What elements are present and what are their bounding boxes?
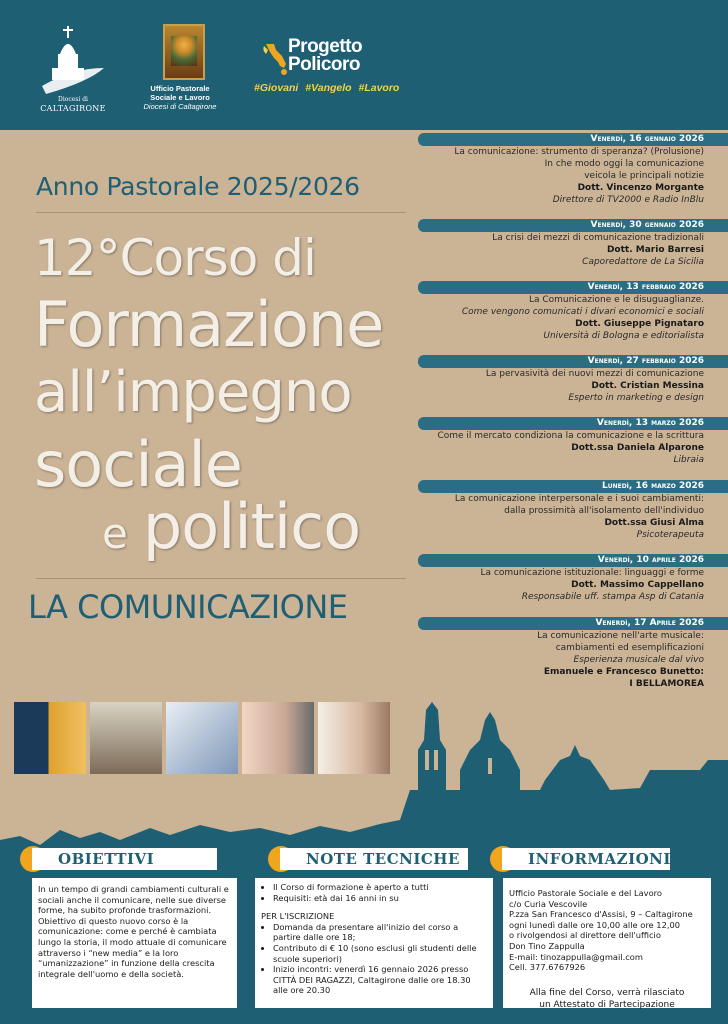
tag-giovani: #Giovani bbox=[254, 82, 299, 94]
schedule-line: La comunicazione nell'arte musicale: bbox=[537, 631, 704, 641]
schedule-item-2 bbox=[418, 219, 728, 268]
schedule-speaker: Dott.ssa Giusi Alma bbox=[604, 518, 704, 528]
policoro-tags bbox=[254, 82, 403, 94]
schedule-date: Venerdì, 16 gennaio 2026 bbox=[418, 133, 728, 146]
attestato-line2: un Attestato di Partecipazione bbox=[539, 999, 675, 1010]
diocesi-caption-small: Diocesi di bbox=[58, 96, 88, 103]
schedule-line: La comunicazione istituzionale: linguaggi e forme bbox=[480, 568, 704, 578]
info-heading: INFORMAZIONI bbox=[502, 848, 670, 870]
diocesi-caption-big: CALTAGIRONE bbox=[40, 104, 106, 113]
schedule-line: La comunicazione: strumento di speranza? (Prolusione) bbox=[454, 147, 704, 157]
schedule-item-6 bbox=[418, 480, 728, 541]
photo-strip bbox=[14, 702, 392, 774]
schedule-item-4 bbox=[418, 355, 728, 404]
schedule-item-3 bbox=[418, 281, 728, 342]
info-line: ogni lunedì dalle ore 10,00 alle ore 12,00 bbox=[509, 919, 681, 930]
info-line: P.zza San Francesco d'Assisi, 9 – Caltagirone bbox=[509, 909, 693, 920]
network-image bbox=[166, 702, 238, 774]
schedule-speaker: Dott. Massimo Cappellano bbox=[571, 580, 704, 590]
policoro-title bbox=[288, 38, 362, 74]
schedule-role: Responsabile uff. stampa Asp di Catania bbox=[521, 592, 704, 602]
schedule-line: La pervasività dei nuovi mezzi di comunicazione bbox=[485, 369, 704, 379]
note-box bbox=[255, 878, 493, 1008]
title-formazione: Formazione bbox=[34, 288, 384, 361]
policoro-logo bbox=[254, 36, 408, 98]
title-e-politico bbox=[102, 492, 360, 569]
title-impegno: all’impegno bbox=[34, 360, 352, 425]
schedule-speaker-2: I BELLAMOREA bbox=[629, 679, 704, 689]
sacred-icon-image bbox=[163, 24, 205, 80]
note-bullet: • Contributo di € 10 (sono esclusi gli studenti delle scuole superiori) bbox=[273, 943, 487, 964]
tag-lavoro: #Lavoro bbox=[358, 82, 400, 94]
note-label: PER L'ISCRIZIONE bbox=[261, 911, 335, 922]
info-line: Don Tino Zappulla bbox=[509, 940, 585, 951]
obiettivi-heading: OBIETTIVI bbox=[32, 848, 217, 870]
ufficio-line1: Ufficio Pastorale bbox=[150, 84, 210, 93]
info-phone: Cell. 377.6767926 bbox=[509, 962, 586, 973]
info-box bbox=[503, 878, 711, 1008]
title-sociale: sociale bbox=[34, 428, 242, 501]
note-bullet: • Il Corso di formazione è aperto a tutti bbox=[273, 882, 487, 893]
schedule-speaker: Dott. Vincenzo Morgante bbox=[577, 183, 704, 193]
schedule-line: Come il mercato condiziona la comunicazione e la scrittura bbox=[437, 431, 704, 441]
schedule-date: Venerdì, 30 gennaio 2026 bbox=[418, 219, 728, 232]
title-rule-top bbox=[36, 212, 406, 213]
schedule-role: Esperto in marketing e design bbox=[568, 393, 704, 403]
theme-title: LA COMUNICAZIONE bbox=[28, 588, 348, 626]
schedule-role: Libraia bbox=[673, 455, 704, 465]
group-image bbox=[90, 702, 162, 774]
title-e: e bbox=[102, 509, 127, 558]
schedule-date: Venerdì, 13 marzo 2026 bbox=[418, 417, 728, 430]
anno-pastorale: Anno Pastorale 2025/2026 bbox=[36, 172, 360, 201]
schedule-date: Venerdì, 17 Aprile 2026 bbox=[418, 617, 728, 630]
schedule-item-1 bbox=[418, 133, 728, 206]
schedule-date: Lunedì, 16 marzo 2026 bbox=[418, 480, 728, 493]
note-bullet: • Requisiti: età dai 16 anni in su bbox=[273, 893, 487, 904]
schedule-line: La comunicazione interpersonale e i suoi cambiamenti: bbox=[454, 494, 704, 504]
faces-image bbox=[14, 702, 86, 774]
schedule-line: veicola le principali notizie bbox=[584, 171, 704, 181]
microphone-image bbox=[242, 702, 314, 774]
schedule-line: Come vengono comunicati i divari economici e sociali bbox=[461, 307, 704, 317]
schedule-speaker: Dott.ssa Daniela Alparone bbox=[571, 443, 704, 453]
schedule-line: La Comunicazione e le disuguaglianze. bbox=[528, 295, 704, 305]
italy-map-icon bbox=[262, 42, 290, 78]
schedule-speaker: Dott. Giuseppe Pignataro bbox=[575, 319, 704, 329]
tag-vangelo: #Vangelo bbox=[305, 82, 352, 94]
attestato-line1: Alla fine del Corso, verrà rilasciato bbox=[529, 987, 685, 998]
schedule-date: Venerdì, 10 aprile 2026 bbox=[418, 554, 728, 567]
schedule-date: Venerdì, 13 febbraio 2026 bbox=[418, 281, 728, 294]
info-line: Ufficio Pastorale Sociale e del Lavoro bbox=[509, 888, 662, 898]
info-line: c/o Curia Vescovile bbox=[509, 898, 588, 909]
schedule-item-5 bbox=[418, 417, 728, 466]
ufficio-line3: Diocesi di Caltagirone bbox=[143, 102, 217, 111]
schedule-line: La crisi dei mezzi di comunicazione tradizionali bbox=[492, 233, 704, 243]
title-corso: 12°Corso di bbox=[34, 229, 316, 287]
church-dome-logo-icon bbox=[38, 24, 108, 96]
diocesi-logo bbox=[38, 24, 108, 116]
schedule-date: Venerdì, 27 febbraio 2026 bbox=[418, 355, 728, 368]
schedule-speaker: Dott. Mario Barresi bbox=[606, 245, 704, 255]
schedule-role: Esperienza musicale dal vivo bbox=[573, 655, 704, 665]
attestato-note bbox=[509, 987, 705, 1011]
schedule-role: Caporedattore de La Sicilia bbox=[582, 257, 704, 267]
info-line: o rivolgendosi al direttore dell'ufficio bbox=[509, 930, 661, 941]
title-politico: politico bbox=[142, 490, 361, 563]
policoro-line1: Progetto bbox=[288, 36, 363, 57]
schedule-role: Direttore di TV2000 e Radio InBlu bbox=[552, 195, 704, 205]
schedule-role: Psicoterapeuta bbox=[636, 530, 704, 540]
schedule-speaker: Emanuele e Francesco Bunetto: bbox=[543, 667, 704, 677]
schedule-line: cambiamenti ed esemplificazioni bbox=[555, 643, 704, 653]
note-bullet: • Domanda da presentare all'inizio del corso a partire dalle ore 18; bbox=[273, 922, 487, 943]
listening-ear-image bbox=[318, 702, 390, 774]
schedule-speaker: Dott. Cristian Messina bbox=[591, 381, 704, 391]
ufficio-text bbox=[130, 84, 230, 111]
schedule-item-7 bbox=[418, 554, 728, 603]
obiettivi-box: In un tempo di grandi cambiamenti culturali e sociali anche il comunicare, nelle sue diverse forme, ha subito profonde trasformazioni. Obiettivo di questo nuovo corso è la comunicazione: come e perché è cambiata lungo la storia, il modo attuale di comunicare attraverso i “new media” e la loro “umanizzazione” in funzione della crescita integrale dell'uomo e della società. bbox=[32, 878, 237, 1008]
schedule-line: dalla prossimità all'isolamento dell'individuo bbox=[504, 506, 704, 516]
ufficio-line2: Sociale e Lavoro bbox=[150, 93, 210, 102]
title-rule-bottom bbox=[36, 578, 406, 579]
schedule-line: In che modo oggi la comunicazione bbox=[544, 159, 704, 169]
info-email[interactable]: E-mail: tinozappulla@gmail.com bbox=[509, 951, 643, 962]
schedule-role: Università di Bologna e editorialista bbox=[543, 331, 704, 341]
note-bullet: • Inizio incontri: venerdì 16 gennaio 2026 presso CITTÀ DEI RAGAZZI, Caltagirone dalle ore 18.30 alle ore 20.30 bbox=[273, 964, 487, 996]
note-heading: NOTE TECNICHE bbox=[280, 848, 468, 870]
policoro-line2: Policoro bbox=[288, 54, 361, 75]
